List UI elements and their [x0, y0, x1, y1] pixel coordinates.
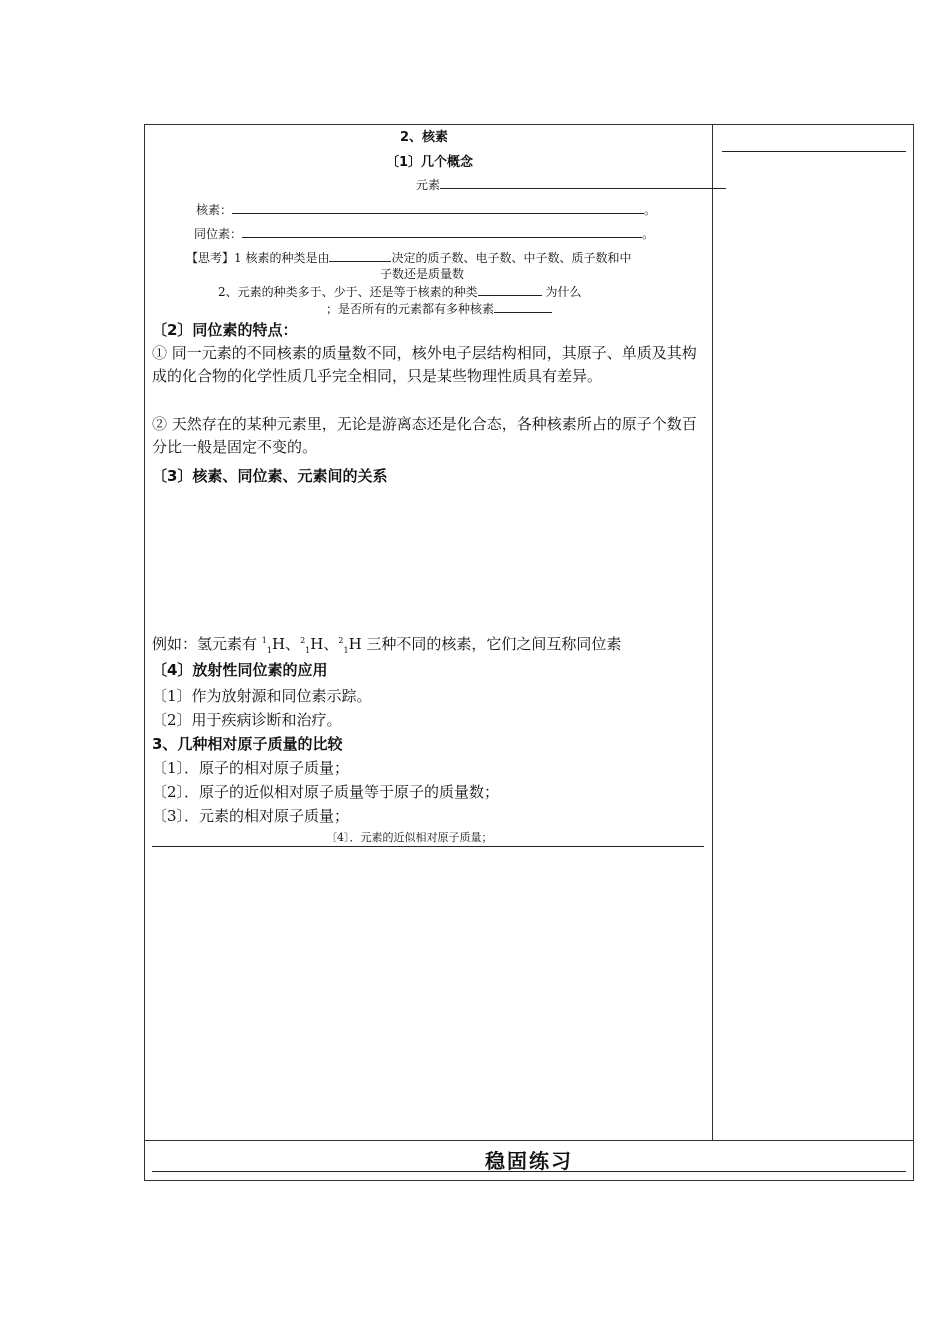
column-divider	[712, 124, 713, 1140]
isotope-label: 同位素：	[194, 227, 243, 241]
think-2-prefix: 2、元素的种类多于、少于、还是等于核素的种类	[218, 285, 478, 299]
section-end-rule	[152, 846, 704, 847]
nuclide-row	[196, 201, 656, 218]
side-answer-line	[722, 151, 906, 152]
think-2-suffix: 为什么	[541, 285, 582, 299]
element-blank[interactable]	[440, 176, 726, 189]
example-prefix: 例如：氢元素有	[152, 635, 262, 653]
h2-mass: 2	[300, 636, 306, 645]
think-3	[326, 300, 552, 317]
nuclide-blank[interactable]	[232, 201, 644, 214]
think-2-blank[interactable]	[478, 283, 542, 296]
radio-item-2: 〔2〕用于疾病诊断和治疗。	[152, 711, 342, 729]
think-1-cont: 子数还是质量数	[380, 267, 465, 281]
section-3-title: 3、几种相对原子质量的比较	[152, 735, 343, 753]
practice-underline	[152, 1171, 906, 1172]
hydrogen-example	[152, 633, 621, 655]
h3-number: 1	[343, 646, 349, 655]
think-1	[186, 249, 631, 266]
think-1-prefix: 【思考】1 核素的种类是由	[186, 251, 330, 265]
h1-mass: 1	[261, 636, 267, 645]
element-row	[416, 176, 726, 193]
h2-symbol: H	[310, 635, 324, 653]
think-1-blank[interactable]	[329, 249, 391, 262]
think-1-suffix: 决定的质子数、电子数、中子数、质子数和中	[391, 251, 632, 265]
think-3-prefix: ；是否所有的元素都有多种核素	[326, 302, 495, 316]
mass-item-3: 〔3〕．元素的相对原子质量；	[152, 807, 350, 825]
h3-symbol: H	[348, 635, 362, 653]
example-suffix: 三种不同的核素，它们之间互称同位素	[361, 635, 622, 653]
isotope-feature-1: ① 同一元素的不同核素的质量数不同，核外电子层结构相同，其原子、单质及其构成的化合物的化学性质几乎完全相同，只是某些物理性质具有差异。	[152, 344, 697, 385]
nuclide-label: 核素：	[196, 203, 233, 217]
h3-mass: 2	[338, 636, 344, 645]
radio-item-1: 〔1〕作为放射源和同位素示踪。	[152, 687, 372, 705]
concepts-heading: 〔1〕几个概念	[386, 155, 474, 170]
relation-heading: 〔3〕核素、同位素、元素间的关系	[152, 467, 388, 485]
mass-item-1: 〔1〕．原子的相对原子质量；	[152, 759, 350, 777]
mass-item-4: 〔4〕．元素的近似相对原子质量；	[326, 831, 493, 844]
h1-symbol: H	[271, 635, 286, 653]
radio-isotope-heading: 〔4〕放射性同位素的应用	[152, 661, 328, 679]
h2-number: 1	[305, 646, 311, 655]
nuclide-period: 。	[644, 203, 657, 217]
sep-1: 、	[285, 635, 301, 653]
element-label: 元素	[416, 178, 441, 192]
sep-2: 、	[323, 635, 339, 653]
isotope-blank[interactable]	[242, 225, 642, 238]
isotope-row	[194, 225, 654, 242]
isotope-feature-2: ② 天然存在的某种元素里，无论是游离态还是化合态，各种核素所占的原子个数百分比一般是固定不变的。	[152, 415, 697, 456]
section-2-title: 2、核素	[400, 130, 449, 145]
isotope-features-heading: 〔2〕同位素的特点：	[152, 321, 298, 339]
h1-number: 1	[266, 646, 272, 655]
think-2	[218, 283, 581, 300]
think-3-blank[interactable]	[494, 300, 552, 313]
practice-title: 稳固练习	[485, 1149, 573, 1173]
mass-item-2: 〔2〕．原子的近似相对原子质量等于原子的质量数；	[152, 783, 500, 801]
isotope-period: 。	[642, 227, 655, 241]
footer-divider	[144, 1140, 914, 1141]
